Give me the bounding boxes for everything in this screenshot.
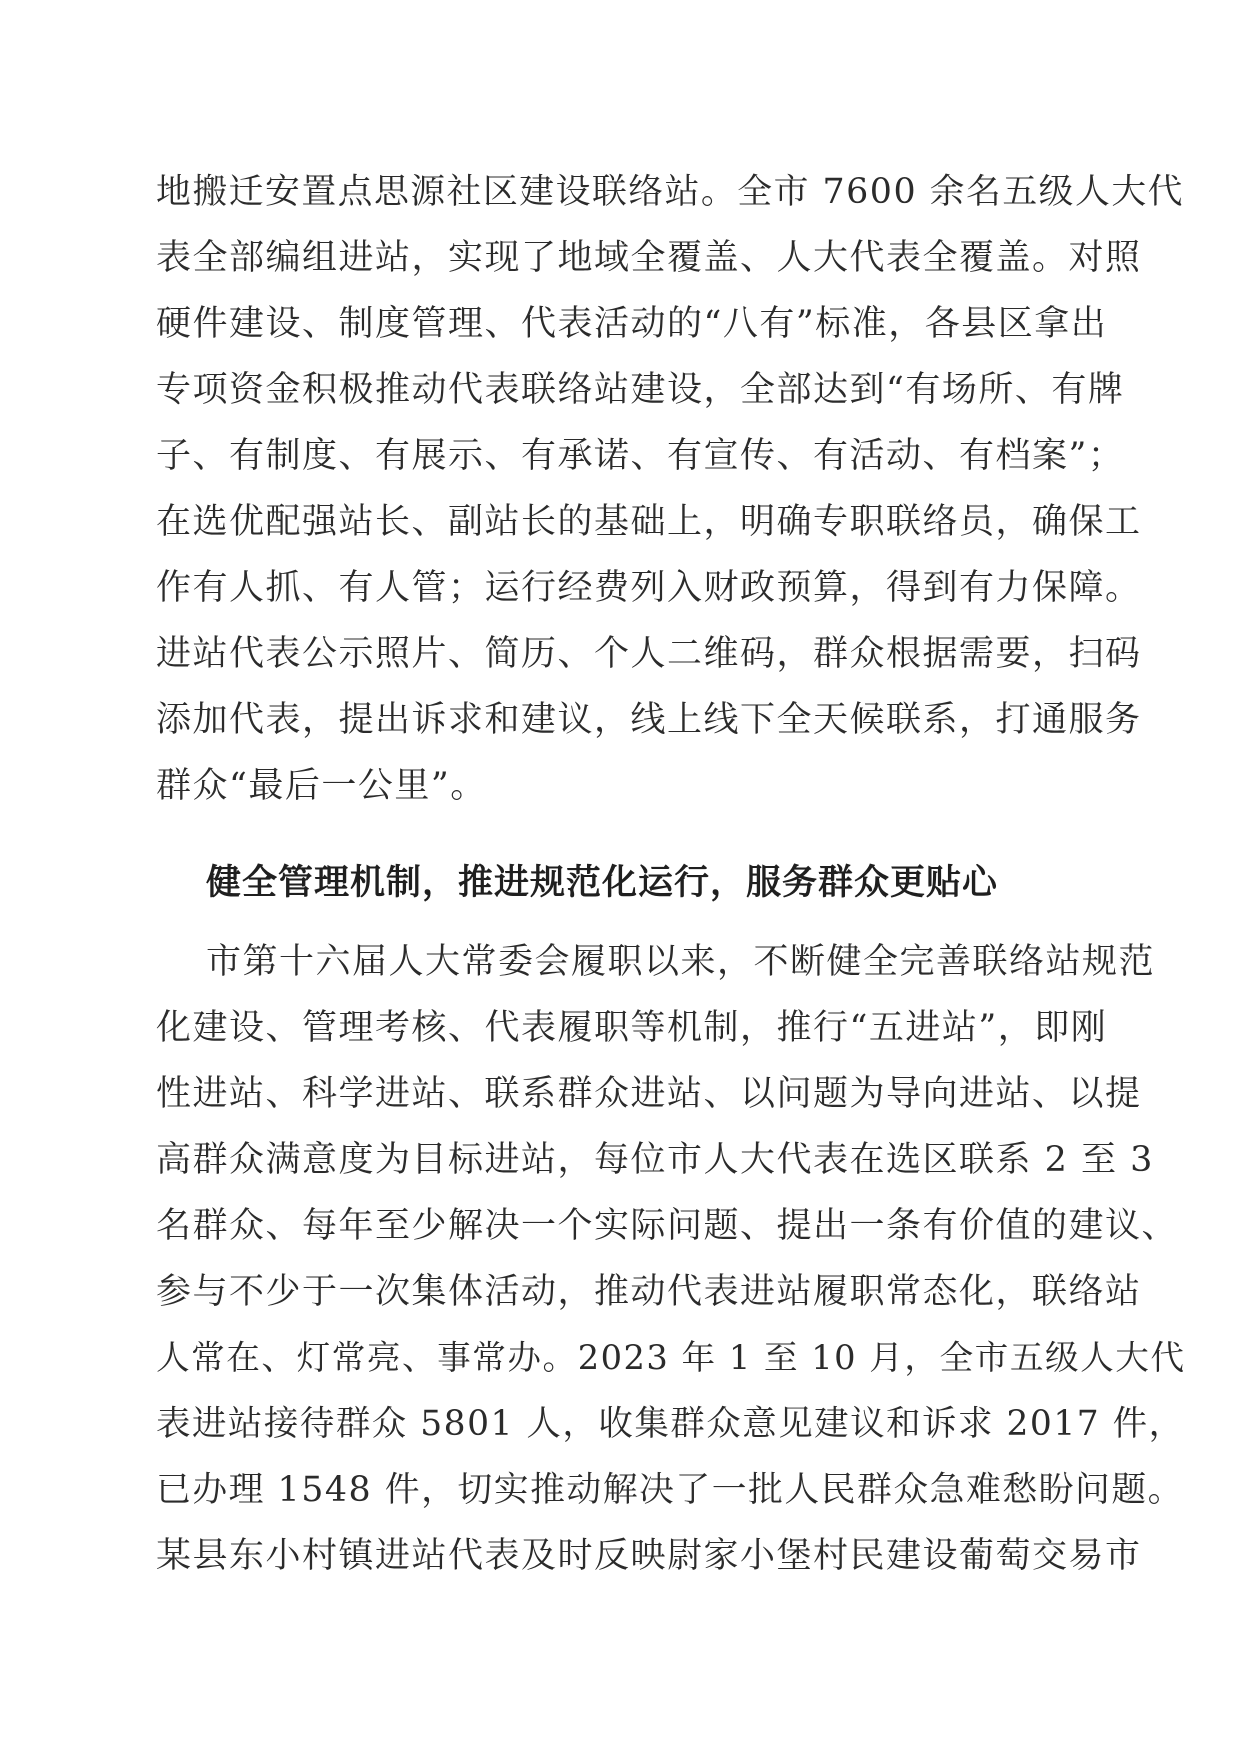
- paragraph2-line-3: 性进站、科学进站、联系群众进站、以问题为导向进站、以提: [156, 1074, 1142, 1114]
- paragraph2-line-4: 高群众满意度为目标进站，每位市人大代表在选区联系 2 至 3: [156, 1140, 1154, 1180]
- section-heading: 健全管理机制，推进规范化运行，服务群众更贴心: [206, 863, 999, 903]
- paragraph2-line-8: 表进站接待群众 5801 人，收集群众意见建议和诉求 2017 件，: [156, 1404, 1185, 1444]
- paragraph1-line-4: 专项资金积极推动代表联络站建设，全部达到“有场所、有牌: [156, 370, 1125, 410]
- paragraph1-line-1: 地搬迁安置点思源社区建设联络站。全市 7600 余名五级人大代: [156, 172, 1184, 212]
- paragraph2-line-9: 已办理 1548 件，切实推动解决了一批人民群众急难愁盼问题。: [156, 1470, 1184, 1510]
- paragraph1-line-7: 作有人抓、有人管；运行经费列入财政预算，得到有力保障。: [156, 568, 1142, 608]
- paragraph1-line-6: 在选优配强站长、副站长的基础上，明确专职联络员，确保工: [156, 502, 1142, 542]
- paragraph2-line-10: 某县东小村镇进站代表及时反映尉家小堡村民建设葡萄交易市: [156, 1536, 1142, 1576]
- paragraph1-line-5: 子、有制度、有展示、有承诺、有宣传、有活动、有档案”；: [156, 436, 1125, 476]
- paragraph2-line-2: 化建设、管理考核、代表履职等机制，推行“五进站”，即刚: [156, 1008, 1108, 1048]
- paragraph1-line-10: 群众“最后一公里”。: [156, 766, 487, 806]
- paragraph2-line-1: 市第十六届人大常委会履职以来，不断健全完善联络站规范: [206, 942, 1156, 982]
- paragraph2-line-7: 人常在、灯常亮、事常办。2023 年 1 至 10 月，全市五级人大代: [156, 1338, 1186, 1377]
- paragraph1-line-8: 进站代表公示照片、简历、个人二维码，群众根据需要，扫码: [156, 634, 1142, 674]
- paragraph1-line-9: 添加代表，提出诉求和建议，线上线下全天候联系，打通服务: [156, 700, 1142, 740]
- paragraph1-line-3: 硬件建设、制度管理、代表活动的“八有”标准，各县区拿出: [156, 304, 1108, 344]
- paragraph2-line-6: 参与不少于一次集体活动，推动代表进站履职常态化，联络站: [156, 1272, 1142, 1312]
- paragraph2-line-5: 名群众、每年至少解决一个实际问题、提出一条有价值的建议、: [156, 1206, 1179, 1246]
- paragraph1-line-2: 表全部编组进站，实现了地域全覆盖、人大代表全覆盖。对照: [156, 238, 1142, 278]
